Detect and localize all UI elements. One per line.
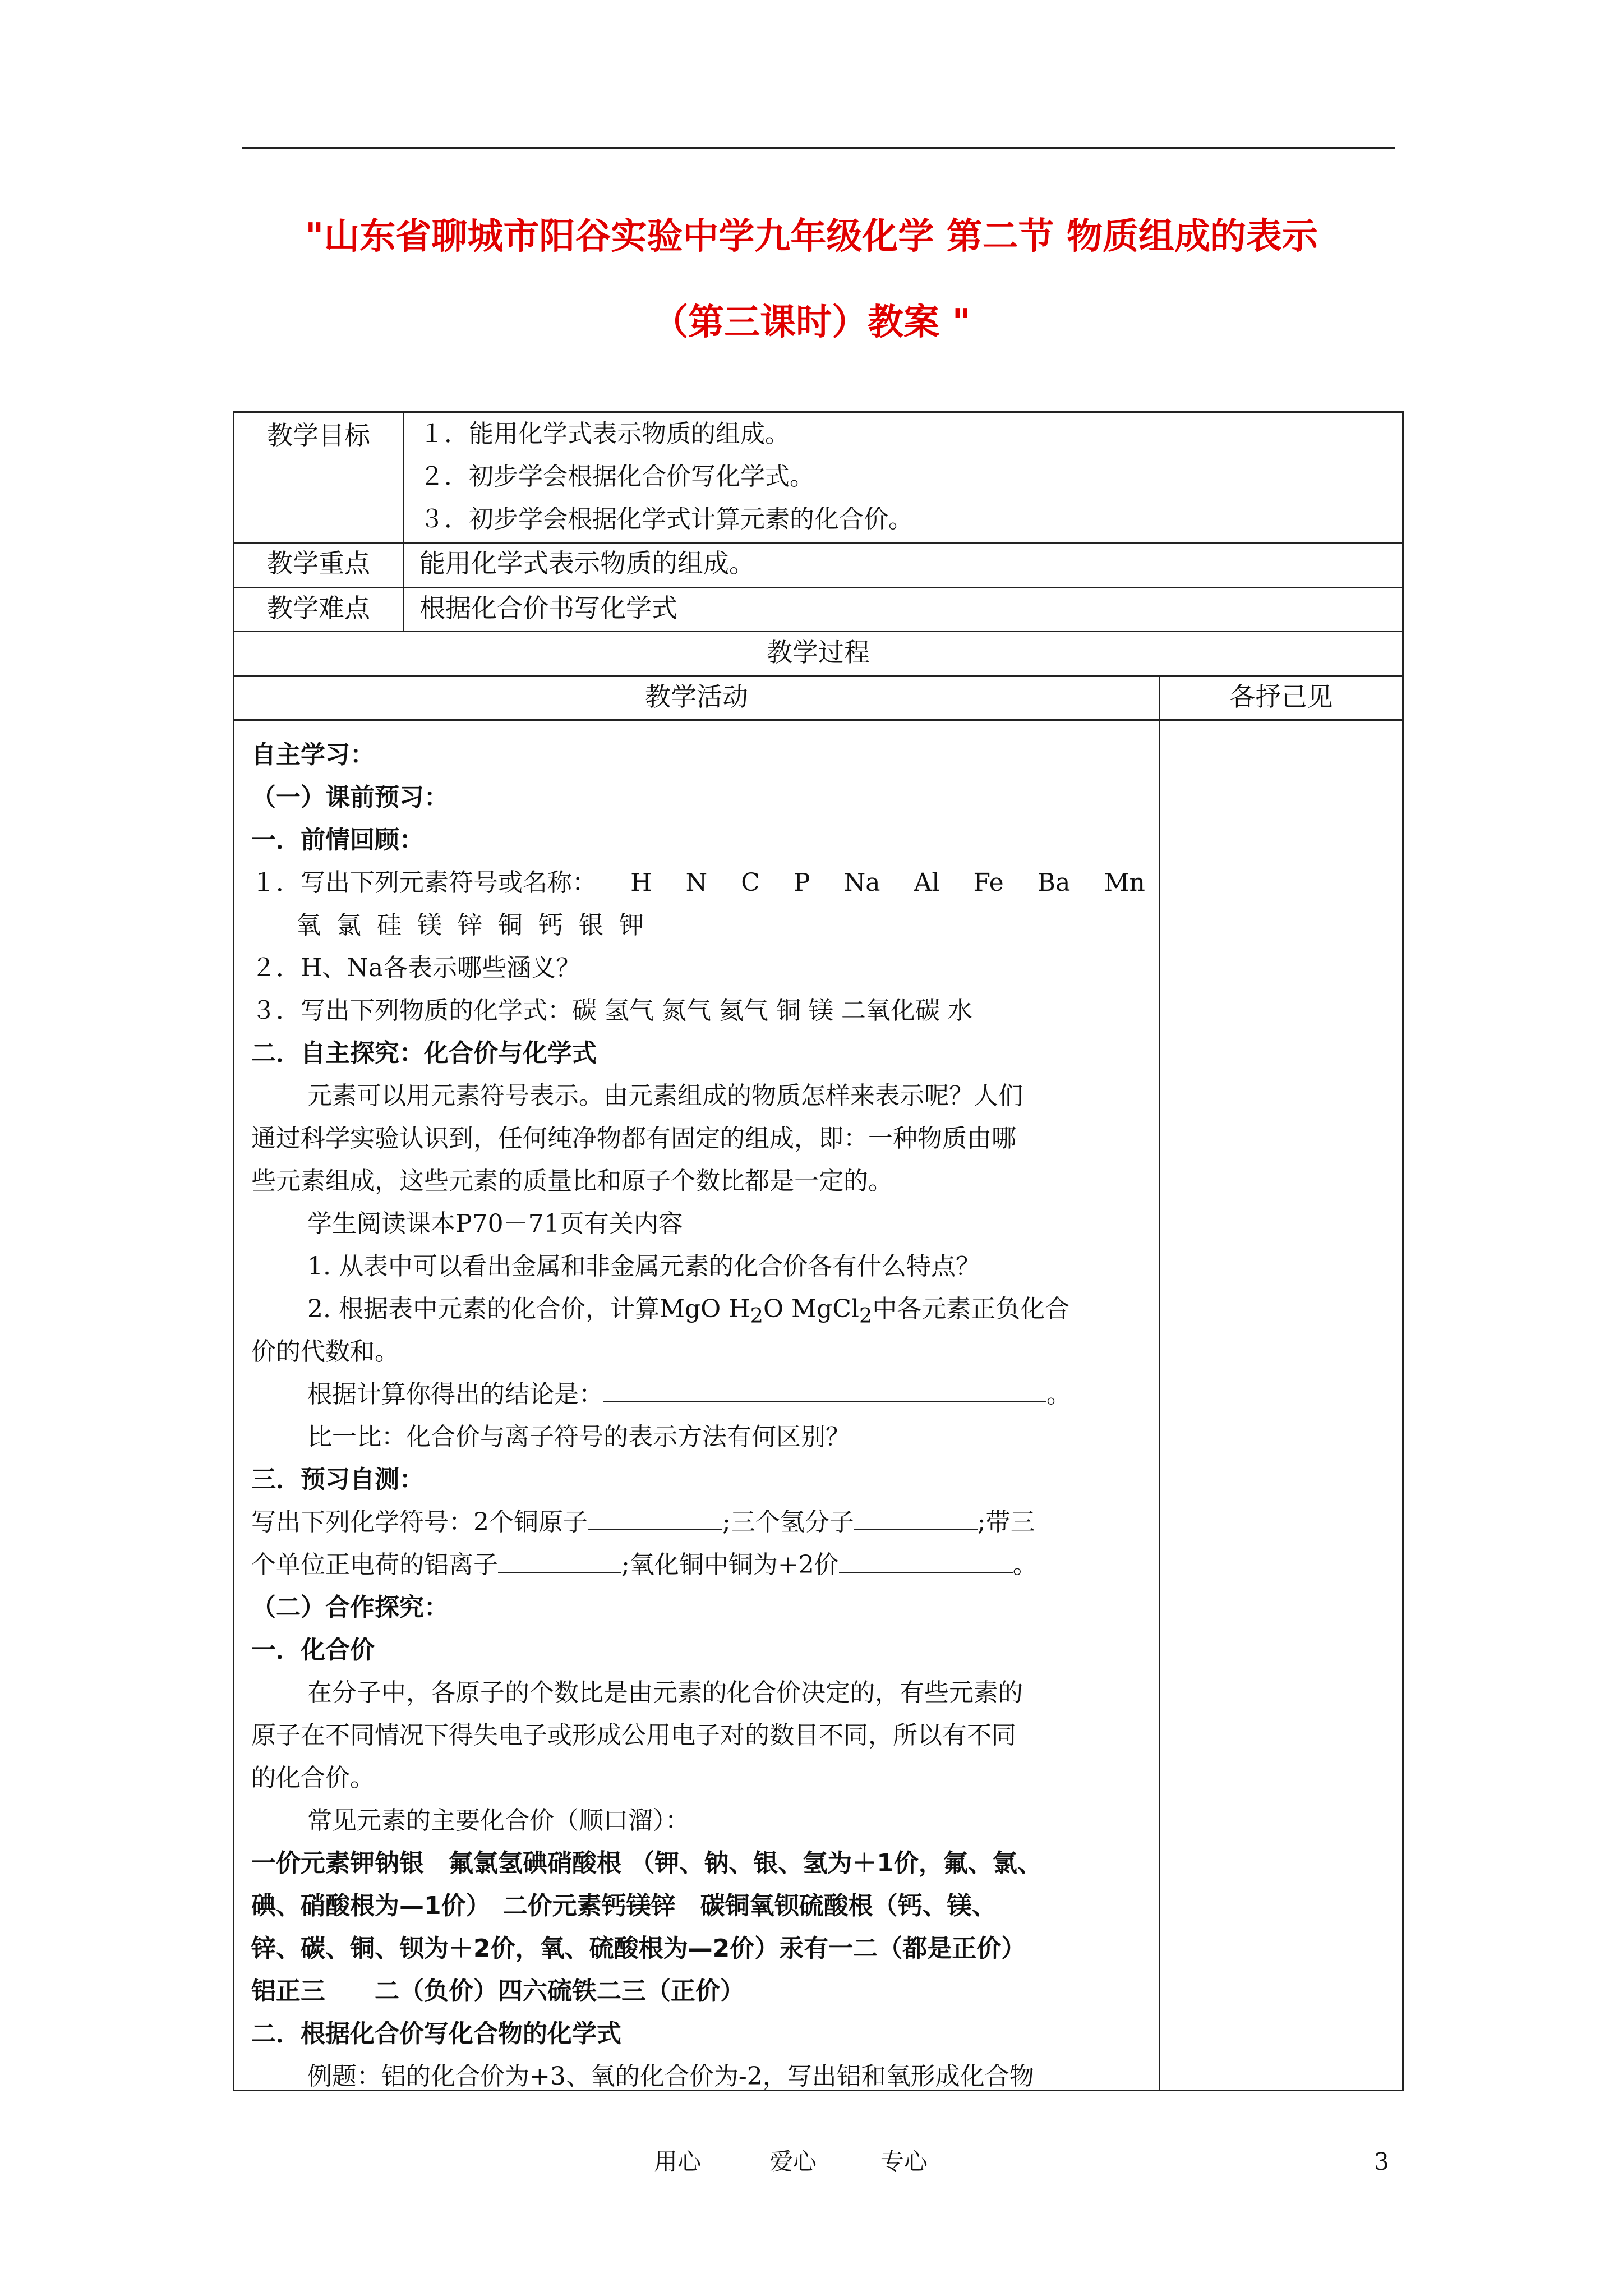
row-divider <box>234 675 1402 677</box>
element-name: 银 <box>578 911 603 940</box>
header-rule <box>242 147 1395 149</box>
selftest-line-1: 写出下列化学符号：2个铜原子 ;三个氢分子 ;带三 <box>251 1501 1149 1544</box>
section-heading: 三．预习自测： <box>251 1465 424 1494</box>
paragraph-line: 元素可以用元素符号表示。由元素组成的物质怎样来表示呢？人们 <box>307 1082 1023 1110</box>
element-name: 硅 <box>376 911 402 940</box>
answer-blank[interactable] <box>839 1547 1013 1573</box>
element-name: 铜 <box>497 911 523 940</box>
row-divider <box>234 542 1402 544</box>
page-number: 3 <box>1374 2148 1389 2175</box>
element-symbol: Fe <box>973 868 1004 897</box>
compare-question: 比一比：化合价与离子符号的表示方法有何区别？ <box>307 1423 850 1451</box>
element-symbol: N <box>685 868 708 897</box>
section-heading: 自主学习： <box>251 740 375 769</box>
rhyme-line: 铝正三 二（负价）四六硫铁二三（正价） <box>251 1977 745 2005</box>
activity-header: 教学活动 <box>645 682 748 712</box>
rhyme-line: 一价元素钾钠银 氟氯氢碘硝酸根 （钾、钠、银、氢为＋1价，氟、氯、 <box>251 1849 1042 1878</box>
element-symbol: Mn <box>1104 868 1145 897</box>
question-1-prefix: １．写出下列元素符号或名称： <box>251 868 597 897</box>
paragraph-line: 在分子中，各原子的个数比是由元素的化合价决定的，有些元素的 <box>307 1678 1023 1707</box>
footer-motto: 用心 <box>654 2148 702 2175</box>
element-name: 钾 <box>619 911 644 940</box>
answer-blank[interactable] <box>603 1377 1046 1402</box>
section-heading: 一．化合价 <box>251 1636 375 1664</box>
element-name: 氯 <box>336 911 361 940</box>
rhyme-intro: 常见元素的主要化合价（顺口溜）： <box>307 1806 690 1835</box>
explore-item-1: 1. 从表中可以看出金属和非金属元素的化合价各有什么特点？ <box>307 1252 980 1281</box>
rhyme-line: 碘、硝酸根为—1价） 二价元素钙镁锌 碳铜氧钡硫酸根（钙、镁、 <box>251 1892 997 1920</box>
row-divider <box>234 587 1402 588</box>
conclusion-line: 根据计算你得出的结论是： 。 <box>251 1373 1149 1416</box>
element-symbol: Na <box>843 868 880 897</box>
explore-item-2-continued: 价的代数和。 <box>251 1337 399 1366</box>
column-divider <box>403 413 404 631</box>
objective-item: ２．初步学会根据化合价写化学式。 <box>419 462 814 491</box>
row-divider <box>234 719 1402 721</box>
paragraph-line: 的化合价。 <box>251 1764 375 1792</box>
notes-header: 各抒己见 <box>1229 682 1333 712</box>
objectives-label: 教学目标 <box>267 420 370 450</box>
explore-item-2: 2. 根据表中元素的化合价，计算MgO $H_2O$ MgCl$_2$中各元素正负化合 <box>307 1295 1070 1328</box>
answer-blank[interactable] <box>588 1504 722 1530</box>
element-name: 锌 <box>457 911 482 940</box>
question-2: ２．H、Na各表示哪些涵义？ <box>251 954 581 982</box>
reading-note: 学生阅读课本P70－71页有关内容 <box>307 1209 683 1238</box>
difficulty-label: 教学难点 <box>267 593 370 623</box>
element-name: 氧 <box>296 911 321 940</box>
answer-blank[interactable] <box>854 1504 978 1530</box>
footer-motto: 爱心 <box>769 2148 817 2175</box>
footer-motto: 专心 <box>880 2148 928 2175</box>
element-symbol: C <box>741 868 760 897</box>
question-1 <box>251 862 1149 904</box>
activity-content <box>251 734 1149 2098</box>
key-point-value: 能用化学式表示物质的组成。 <box>419 548 755 578</box>
section-heading: 一．前情回顾： <box>251 826 424 854</box>
element-symbol: P <box>793 868 810 897</box>
objective-item: ３．初步学会根据化学式计算元素的化合价。 <box>419 505 913 533</box>
section-heading: 二．自主探究：化合价与化学式 <box>251 1039 597 1068</box>
paragraph-line: 通过科学实验认识到，任何纯净物都有固定的组成，即：一种物质由哪 <box>251 1124 1016 1153</box>
element-name: 镁 <box>417 911 442 940</box>
objective-item: １．能用化学式表示物质的组成。 <box>419 420 790 448</box>
selftest-line-2: 个单位正电荷的铝离子 ;氧化铜中铜为+2价 。 <box>251 1544 1149 1586</box>
document-title-line-1: "山东省聊城市阳谷实验中学九年级化学 第二节 物质组成的表示 <box>305 216 1318 257</box>
example-line: 例题：铝的化合价为+3、氧的化合价为-2，写出铝和氧形成化合物 <box>307 2062 1034 2091</box>
key-point-label: 教学重点 <box>267 548 370 578</box>
question-3: ３．写出下列物质的化学式：碳 氢气 氮气 氦气 铜 镁 二氧化碳 水 <box>251 996 972 1025</box>
element-symbol: Al <box>914 868 940 897</box>
column-divider <box>1159 675 1160 2091</box>
difficulty-value: 根据化合价书写化学式 <box>419 593 677 623</box>
element-name: 钙 <box>538 911 563 940</box>
lesson-plan-table <box>233 411 1404 2091</box>
rhyme-line: 锌、碳、铜、钡为＋2价，氧、硫酸根为—2价）汞有一二（都是正价） <box>251 1934 1026 1963</box>
row-divider <box>234 631 1402 632</box>
element-names <box>251 904 1149 947</box>
paragraph-line: 原子在不同情况下得失电子或形成公用电子对的数目不同，所以有不同 <box>251 1721 1016 1750</box>
process-header: 教学过程 <box>767 637 870 668</box>
section-heading: （二）合作探究： <box>251 1593 449 1622</box>
answer-blank[interactable] <box>498 1547 621 1573</box>
paragraph-line: 些元素组成，这些元素的质量比和原子个数比都是一定的。 <box>251 1167 893 1195</box>
document-title-line-2: （第三课时）教案 " <box>652 302 971 343</box>
section-heading: （一）课前预习： <box>251 783 449 812</box>
element-symbol: H <box>630 868 652 897</box>
section-heading: 二．根据化合价写化合物的化学式 <box>251 2019 621 2048</box>
element-symbol: Ba <box>1037 868 1071 897</box>
